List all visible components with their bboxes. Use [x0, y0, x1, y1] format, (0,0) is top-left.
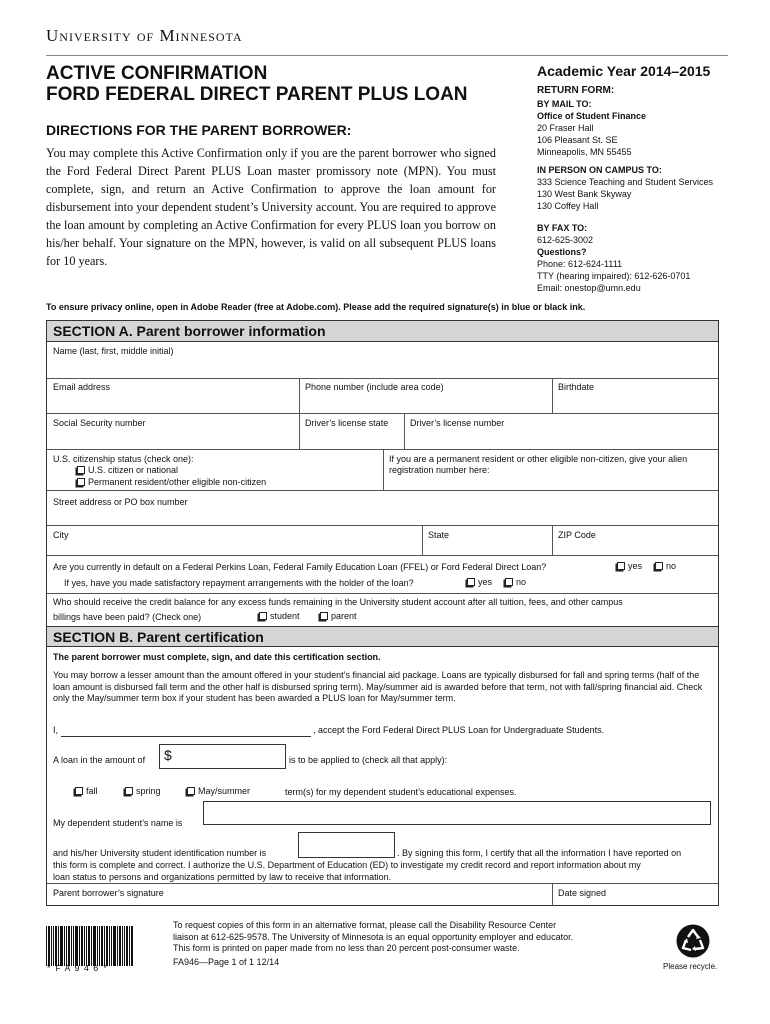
ssn-field[interactable]: Social Security number [53, 418, 146, 428]
alien-registration-field[interactable]: If you are a permanent resident or other eligible non-citizen, give your alien registration number here: [389, 454, 688, 475]
phone-field[interactable]: Phone number (include area code) [305, 382, 444, 392]
zip-field[interactable]: ZIP Code [558, 530, 596, 540]
questions-heading: Questions? [537, 247, 587, 257]
default-no-checkbox[interactable] [655, 562, 663, 570]
street-field[interactable]: Street address or PO box number [53, 497, 188, 507]
privacy-note: To ensure privacy online, open in Adobe Reader (free at Adobe.com). Please add the required signature(s) in blue or black ink. [46, 302, 586, 312]
repay-yes-checkbox[interactable] [467, 578, 475, 586]
state-field[interactable]: State [428, 530, 450, 540]
credit-student-option[interactable]: student [259, 611, 300, 621]
footer-line1: To request copies of this form in an alternative format, please call the Disability Resource Center [173, 920, 557, 930]
dl-number-field[interactable]: Driver’s license number [410, 418, 505, 428]
in-person-heading: IN PERSON ON CAMPUS TO: [537, 165, 662, 175]
applied-text: is to be applied to (check all that apply): [289, 755, 448, 765]
amount-label: A loan in the amount of [53, 755, 146, 765]
directions-body: You may complete this Active Confirmation only if you are the parent borrower who signed the Ford Federal Direct Parent PLUS Loan master promissory note (MPN). You must complete, sign, and return an Active Confirmation to approve the loan amount for disbursement into your dependent student’s University account. You are required to approve the loan amount by completing an Active Confirmation for every PLUS loan you borrow on his/her behalf. Your signature on the MPN, however, is valid on all subsequent PLUS loans for 10 years. [46, 146, 496, 268]
resident-checkbox[interactable] [77, 478, 85, 486]
by-mail-heading: BY MAIL TO: [537, 99, 592, 109]
credit-question-line1: Who should receive the credit balance for any excess funds remaining in the University student account after all tuition, fees, and other campus [53, 597, 623, 607]
mail-line2: 106 Pleasant St. SE [537, 135, 618, 145]
form-box [46, 320, 719, 906]
citizen-checkbox[interactable] [77, 466, 85, 474]
student-name-label: My dependent student’s name is [53, 818, 183, 828]
default-yes-option[interactable]: yes [617, 561, 642, 571]
borrower-name-input[interactable] [61, 715, 311, 737]
footer-text [173, 920, 653, 968]
credit-parent-checkbox[interactable] [320, 612, 328, 620]
academic-year: Academic Year 2014–2015 [537, 63, 711, 79]
repayment-question: If yes, have you made satisfactory repayment arrangements with the holder of the loan? [64, 578, 414, 588]
tty-number: TTY (hearing impaired): 612-626-0701 [537, 271, 691, 281]
spring-option[interactable]: spring [125, 786, 161, 796]
certify-line3: loan status to persons and organizations permitted by law to receive that information. [53, 872, 392, 882]
person-line2: 130 West Bank Skyway [537, 189, 632, 199]
student-id-label: and his/her University student identification number is [53, 848, 267, 858]
return-form-heading: RETURN FORM: [537, 85, 615, 96]
section-a-header [47, 321, 718, 342]
fall-option[interactable]: fall [75, 786, 98, 796]
citizen-option[interactable]: U.S. citizen or national [77, 465, 178, 475]
terms-text: term(s) for my dependent student’s educational expenses. [285, 787, 517, 797]
repay-no-option[interactable]: no [505, 577, 526, 587]
fall-checkbox[interactable] [75, 787, 83, 795]
default-yes-checkbox[interactable] [617, 562, 625, 570]
mail-office: Office of Student Finance [537, 111, 647, 121]
dollar-sign: $ [164, 747, 172, 763]
birthdate-field[interactable]: Birthdate [558, 382, 595, 392]
dl-state-field[interactable]: Driver’s license state [305, 418, 389, 428]
person-line3: 130 Coffey Hall [537, 201, 599, 211]
footer-line2: liaison at 612-625-9578. The University of Minnesota is an equal opportunity employer and educator. [173, 931, 574, 942]
may-summer-option[interactable]: May/summer [187, 786, 250, 796]
city-field[interactable]: City [53, 530, 69, 540]
may-summer-checkbox[interactable] [187, 787, 195, 795]
person-line1: 333 Science Teaching and Student Services [537, 177, 713, 187]
footer-line3: This form is printed on paper made from no less than 20 percent post-consumer waste. [173, 943, 520, 953]
credit-question-line2: billings have been paid? (Check one) [53, 612, 202, 622]
barcode-image [46, 924, 134, 968]
signature-field[interactable]: Parent borrower’s signature [53, 888, 164, 898]
form-title-line2: FORD FEDERAL DIRECT PARENT PLUS LOAN [46, 84, 468, 105]
university-logo: University of Minnesota [46, 26, 243, 45]
section-b-paragraph: You may borrow a lesser amount than the amount offered in your student’s financial aid package. Loans are typically disbursed for fall and spring terms (half of the loan amount is disbursed fall term and the other half is disbursed spring term). May/summer aid is awarded before that term, not with fall/spring financial aid. Check only the May/summer term box if your student has been awarded a PLUS loan for May/summer term. [53, 670, 703, 703]
credit-student-checkbox[interactable] [259, 612, 267, 620]
recycle-label: Please recycle. [663, 962, 718, 971]
certify-line2: this form is complete and correct. I authorize the U.S. Department of Education (ED) to investigate my credit record and report information about my [53, 860, 641, 870]
section-b-header [47, 626, 718, 647]
directions-heading: DIRECTIONS FOR THE PARENT BORROWER: [46, 122, 352, 138]
barcode-caption: *FA946* [46, 964, 112, 974]
student-name-input[interactable] [203, 801, 711, 825]
spring-checkbox[interactable] [125, 787, 133, 795]
section-b-intro: The parent borrower must complete, sign, and date this certification section. [53, 652, 381, 662]
mail-line1: 20 Fraser Hall [537, 123, 594, 133]
section-b-title: SECTION B. Parent certification [53, 629, 264, 645]
mail-line3: Minneapolis, MN 55455 [537, 147, 632, 157]
default-question: Are you currently in default on a Federal Perkins Loan, Federal Family Education Loan (FFEL) or Ford Federal Direct Loan? [53, 562, 547, 572]
default-no-option[interactable]: no [655, 561, 676, 571]
loan-amount-input[interactable] [159, 744, 286, 769]
student-id-input[interactable] [298, 832, 395, 858]
form-title-line1: ACTIVE CONFIRMATION [46, 63, 268, 84]
section-a-title: SECTION A. Parent borrower information [53, 323, 326, 339]
phone-number: Phone: 612-624-1111 [537, 259, 623, 269]
recycle-icon [676, 924, 710, 958]
citizenship-label: U.S. citizenship status (check one): [53, 454, 194, 464]
i-label: I, [53, 725, 59, 735]
header-rule [46, 55, 728, 56]
contact-email: Email: onestop@umn.edu [537, 283, 641, 293]
credit-parent-option[interactable]: parent [320, 611, 357, 621]
accept-text: , accept the Ford Federal Direct PLUS Loan for Undergraduate Students. [313, 725, 605, 735]
repay-no-checkbox[interactable] [505, 578, 513, 586]
name-field[interactable]: Name (last, first, middle initial) [53, 346, 174, 356]
by-fax-heading: BY FAX TO: [537, 223, 588, 233]
email-field[interactable]: Email address [53, 382, 111, 392]
fax-number: 612-625-3002 [537, 235, 594, 245]
form-id: FA946—Page 1 of 1 12/14 [173, 956, 280, 967]
resident-option[interactable]: Permanent resident/other eligible non-citizen [77, 477, 266, 487]
certify-line1: . By signing this form, I certify that all the information I have reported on [397, 848, 682, 858]
repay-yes-option[interactable]: yes [467, 577, 492, 587]
date-signed-field[interactable]: Date signed [558, 888, 607, 898]
